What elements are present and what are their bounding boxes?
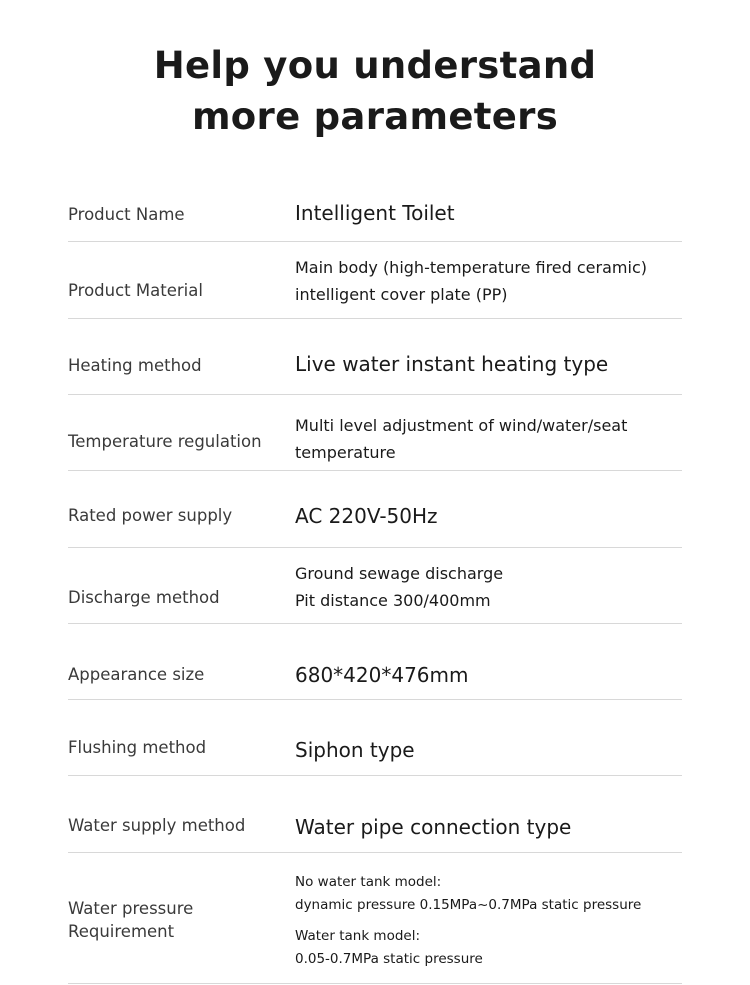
value-line: Main body (high-temperature fired ceramic) (295, 258, 647, 277)
row-value (295, 254, 682, 308)
table-row-product-material (68, 242, 682, 319)
page-title (0, 40, 750, 142)
value-line: temperature (295, 443, 396, 462)
table-row-product-name (68, 186, 682, 242)
row-label: Water supply method (68, 816, 246, 835)
table-row-discharge-method (68, 548, 682, 624)
row-label: Heating method (68, 356, 202, 375)
value-line: Ground sewage discharge (295, 564, 504, 583)
row-value (295, 412, 682, 466)
row-label: Product Name (68, 205, 185, 224)
value-line: dynamic pressure 0.15MPa~0.7MPa static pressure (295, 897, 642, 913)
value-line: Pit distance 300/400mm (295, 591, 491, 610)
table-row-heating-method (68, 319, 682, 395)
row-label: Temperature regulation (68, 432, 262, 451)
row-value: AC 220V-50Hz (295, 504, 438, 528)
row-value: Live water instant heating type (295, 352, 609, 376)
table-row-rated-power-supply (68, 471, 682, 548)
value-line: Multi level adjustment of wind/water/seat (295, 416, 628, 435)
value-line: No water tank model: (295, 874, 442, 890)
row-value: Siphon type (295, 738, 415, 762)
row-label: Flushing method (68, 738, 207, 757)
row-value (295, 871, 682, 971)
row-label: Appearance size (68, 665, 205, 684)
row-value (295, 560, 682, 614)
table-row-temperature-regulation (68, 395, 682, 471)
row-value: Water pipe connection type (295, 815, 572, 839)
row-label: Discharge method (68, 588, 220, 607)
row-label: Product Material (68, 281, 203, 300)
value-line: intelligent cover plate (PP) (295, 285, 508, 304)
title-line-2: more parameters (191, 95, 559, 138)
value-line: 0.05-0.7MPa static pressure (295, 951, 483, 967)
label-line: Requirement (68, 922, 175, 941)
table-row-water-supply-method (68, 776, 682, 853)
table-row-water-pressure-requirement (68, 853, 682, 984)
title-line-1: Help you understand (153, 44, 597, 87)
table-row-appearance-size (68, 624, 682, 700)
row-label: Rated power supply (68, 506, 233, 525)
row-value: Intelligent Toilet (295, 201, 455, 225)
table-row-flushing-method (68, 700, 682, 776)
row-label (68, 897, 283, 943)
value-line: Water tank model: (295, 928, 421, 944)
row-value: 680*420*476mm (295, 663, 469, 687)
label-line: Water pressure (68, 899, 194, 918)
